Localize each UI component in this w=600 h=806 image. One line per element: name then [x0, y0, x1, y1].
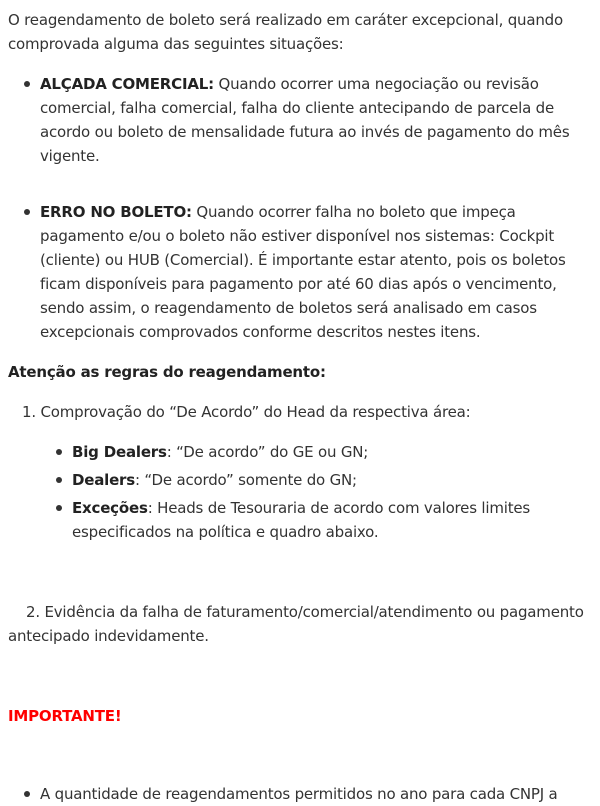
situation-text: Quando ocorrer falha no boleto que impeça pagamento e/ou o boleto não estiver disponível nos sistemas: Cockpit (cliente) ou HUB (Comercial). É importante estar atento, pois os boletos ficam disponíveis para pagamento por até 60 dias após o vencimento, sendo assim, o reagendamento de boletos será analisado em casos excepcionais comprovados conforme descritos nestes itens.	[40, 203, 566, 341]
approval-label: Big Dealers	[72, 443, 167, 461]
situation-item-alcada-comercial	[40, 72, 592, 168]
rule-item-2: 2. Evidência da falha de faturamento/comercial/atendimento ou pagamento antecipado indevidamente.	[8, 603, 584, 645]
approval-item-excecoes	[72, 496, 542, 544]
intro-paragraph: O reagendamento de boleto será realizado em caráter excepcional, quando comprovada alguma das seguintes situações:	[8, 11, 563, 53]
situation-label: ERRO NO BOLETO:	[40, 203, 192, 221]
situation-item-erro-no-boleto	[40, 200, 592, 344]
approval-text: : Heads de Tesouraria de acordo com valores limites especificados na política e quadro abaixo.	[72, 499, 531, 541]
quota-item: A quantidade de reagendamentos permitidos no ano para cada CNPJ a	[40, 782, 592, 806]
approval-text: : “De acordo” do GE ou GN;	[166, 443, 369, 461]
approval-label: Exceções	[72, 499, 148, 517]
important-heading: IMPORTANTE!	[8, 707, 122, 725]
situation-text: Quando ocorrer uma negociação ou revisão comercial, falha comercial, falha do cliente antecipando de parcela de acordo ou boleto de mensalidade futura ao invés de pagamento do mês vigente.	[40, 75, 570, 165]
approval-item-dealers	[72, 468, 542, 492]
rules-heading: Atenção as regras do reagendamento:	[8, 363, 326, 381]
situation-label: ALÇADA COMERCIAL:	[40, 75, 214, 93]
approval-text: : “De acordo” somente do GN;	[135, 471, 357, 489]
approval-item-big-dealers	[72, 440, 542, 464]
rule-item-1: 1. Comprovação do “De Acordo” do Head da respectiva área:	[22, 403, 471, 421]
approval-label: Dealers	[72, 471, 135, 489]
